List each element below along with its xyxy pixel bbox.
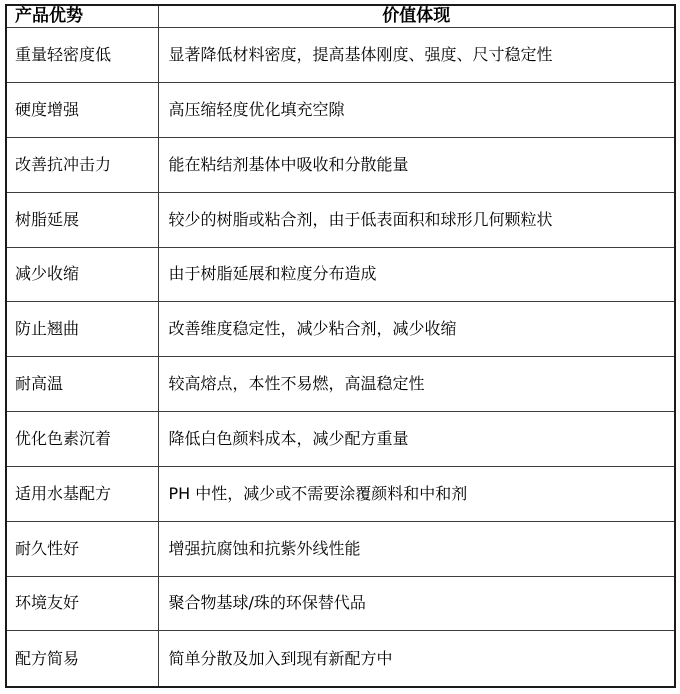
table-row <box>6 302 675 357</box>
table-row <box>6 357 675 412</box>
value-cell: 能在粘结剂基体中吸收和分散能量 <box>158 137 675 192</box>
table-row <box>6 192 675 247</box>
header-row <box>6 5 675 28</box>
value-cell: 增强抗腐蚀和抗紫外线性能 <box>158 521 675 576</box>
advantage-cell: 改善抗冲击力 <box>6 137 158 192</box>
value-cell: 较高熔点，本性不易燃，高温稳定性 <box>158 357 675 412</box>
advantage-cell: 减少收缩 <box>6 247 158 302</box>
table-row <box>6 631 675 687</box>
value-cell: 由于树脂延展和粒度分布造成 <box>158 247 675 302</box>
advantage-cell: 环境友好 <box>6 576 158 631</box>
table-row <box>6 247 675 302</box>
advantage-cell: 防止翘曲 <box>6 302 158 357</box>
advantage-cell: 硬度增强 <box>6 83 158 138</box>
advantage-cell: 耐高温 <box>6 357 158 412</box>
value-cell: 显著降低材料密度，提高基体刚度、强度、尺寸稳定性 <box>158 28 675 83</box>
value-cell: 较少的树脂或粘合剂，由于低表面积和球形几何颗粒状 <box>158 192 675 247</box>
value-cell: 简单分散及加入到现有新配方中 <box>158 631 675 687</box>
value-cell: 降低白色颜料成本，减少配方重量 <box>158 412 675 467</box>
value-cell: 改善维度稳定性，减少粘合剂，减少收缩 <box>158 302 675 357</box>
advantage-cell: 优化色素沉着 <box>6 412 158 467</box>
value-cell: PH 中性，减少或不需要涂覆颜料和中和剂 <box>158 466 675 521</box>
header-value: 价值体现 <box>158 5 675 28</box>
table-row <box>6 83 675 138</box>
advantage-cell: 适用水基配方 <box>6 466 158 521</box>
table-row <box>6 576 675 631</box>
value-cell: 聚合物基球/珠的环保替代品 <box>158 576 675 631</box>
advantage-cell: 重量轻密度低 <box>6 28 158 83</box>
table-row <box>6 137 675 192</box>
table-row <box>6 466 675 521</box>
value-cell: 高压缩轻度优化填充空隙 <box>158 83 675 138</box>
table-row <box>6 28 675 83</box>
product-advantages-table <box>5 4 676 688</box>
table-row <box>6 521 675 576</box>
header-advantage: 产品优势 <box>6 5 158 28</box>
advantage-cell: 树脂延展 <box>6 192 158 247</box>
table-row <box>6 412 675 467</box>
advantage-cell: 耐久性好 <box>6 521 158 576</box>
advantage-cell: 配方简易 <box>6 631 158 687</box>
